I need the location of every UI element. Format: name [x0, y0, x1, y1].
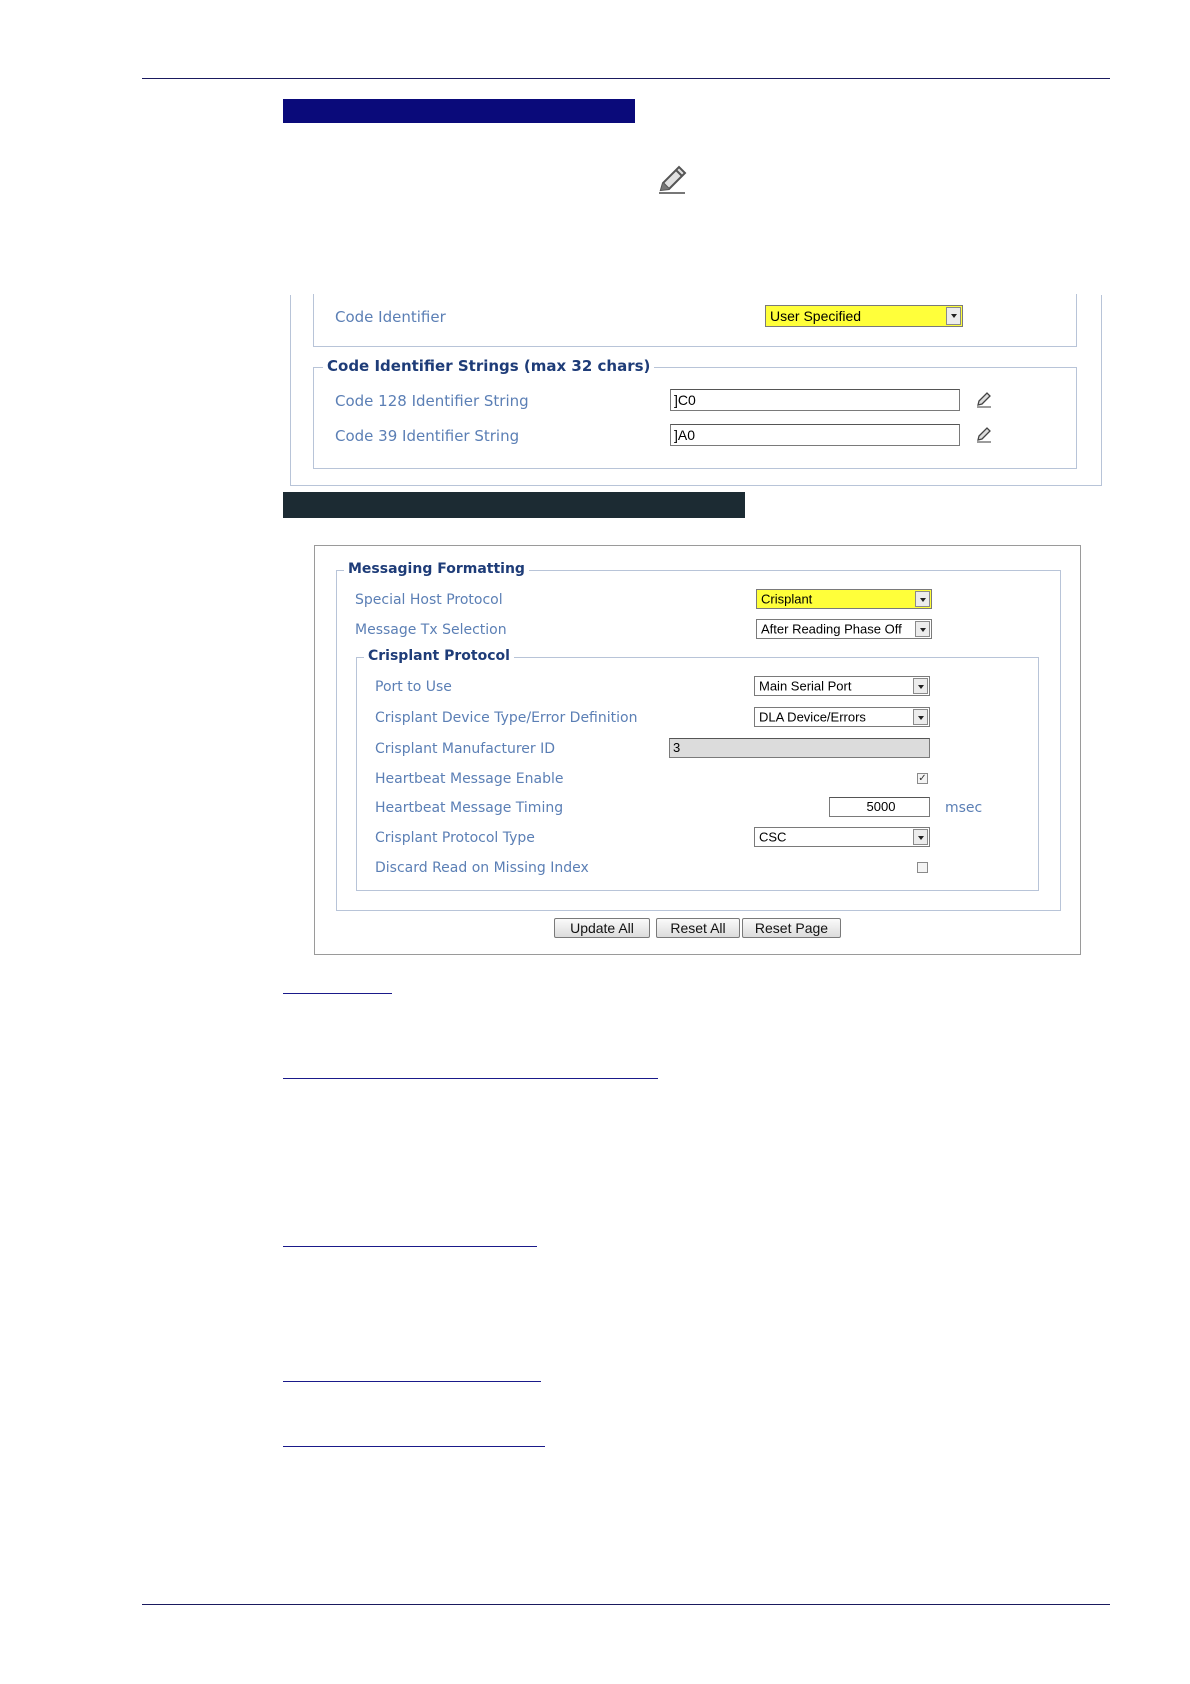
pencil-icon	[655, 163, 689, 197]
protocol-type-select[interactable]	[754, 827, 930, 847]
chevron-down-icon	[946, 307, 961, 325]
special-host-protocol-select[interactable]	[756, 589, 932, 609]
protocol-type-value: CSC	[759, 829, 787, 845]
identifier-strings-panel	[313, 367, 1077, 469]
chevron-down-icon	[915, 621, 930, 637]
update-all-button[interactable]: Update All	[554, 918, 650, 938]
discard-read-label: Discard Read on Missing Index	[375, 860, 589, 876]
chevron-down-icon	[913, 709, 928, 725]
code128-label: Code 128 Identifier String	[335, 392, 529, 410]
manufacturer-id-label: Crisplant Manufacturer ID	[375, 741, 556, 757]
reset-page-button[interactable]: Reset Page	[742, 918, 841, 938]
redacted-link[interactable]	[283, 1446, 545, 1447]
heartbeat-enable-checkbox[interactable]: ✓	[918, 773, 927, 784]
bottom-rule	[142, 1604, 1110, 1605]
code128-input[interactable]: ]C0	[670, 389, 960, 411]
heartbeat-timing-label: Heartbeat Message Timing	[375, 800, 564, 816]
manufacturer-id-input: 3	[669, 738, 930, 758]
redacted-link[interactable]	[283, 1381, 541, 1382]
port-select[interactable]	[754, 676, 930, 696]
message-tx-label: Message Tx Selection	[355, 622, 507, 638]
message-tx-select[interactable]	[756, 619, 932, 639]
redacted-link[interactable]	[283, 1246, 537, 1247]
special-host-protocol-label: Special Host Protocol	[355, 592, 503, 608]
identifier-strings-legend: Code Identifier Strings (max 32 chars)	[323, 357, 654, 375]
redacted-link[interactable]	[283, 993, 392, 994]
device-type-select[interactable]	[754, 707, 930, 727]
messaging-formatting-screenshot	[314, 545, 1081, 955]
section-heading-bar	[283, 492, 745, 518]
code-identifier-label: Code Identifier	[335, 308, 446, 326]
chevron-down-icon	[915, 591, 930, 607]
port-value: Main Serial Port	[759, 678, 852, 694]
device-type-label: Crisplant Device Type/Error Definition	[375, 710, 638, 726]
pencil-icon[interactable]	[975, 426, 993, 444]
redacted-link[interactable]	[283, 1078, 658, 1079]
heartbeat-timing-unit: msec	[945, 800, 983, 816]
section-heading-bar	[283, 99, 635, 123]
code-identifier-select-value: User Specified	[770, 308, 862, 324]
code39-input[interactable]: ]A0	[670, 424, 960, 446]
discard-read-checkbox[interactable]	[917, 862, 928, 873]
message-tx-value: After Reading Phase Off	[761, 621, 902, 637]
protocol-type-label: Crisplant Protocol Type	[375, 830, 535, 846]
code-identifier-select[interactable]	[765, 305, 963, 327]
messaging-formatting-legend: Messaging Formatting	[344, 561, 529, 577]
heartbeat-timing-input[interactable]: 5000	[829, 797, 930, 817]
code-identifier-screenshot	[290, 295, 1102, 486]
special-host-protocol-value: Crisplant	[761, 591, 813, 607]
crisplant-protocol-legend: Crisplant Protocol	[364, 648, 514, 664]
chevron-down-icon	[913, 678, 928, 694]
heartbeat-enable-label: Heartbeat Message Enable	[375, 771, 564, 787]
device-type-value: DLA Device/Errors	[759, 709, 866, 725]
top-rule	[142, 78, 1110, 79]
reset-all-button[interactable]: Reset All	[656, 918, 740, 938]
port-label: Port to Use	[375, 679, 452, 695]
chevron-down-icon	[913, 829, 928, 845]
pencil-icon[interactable]	[975, 391, 993, 409]
code39-label: Code 39 Identifier String	[335, 427, 520, 445]
